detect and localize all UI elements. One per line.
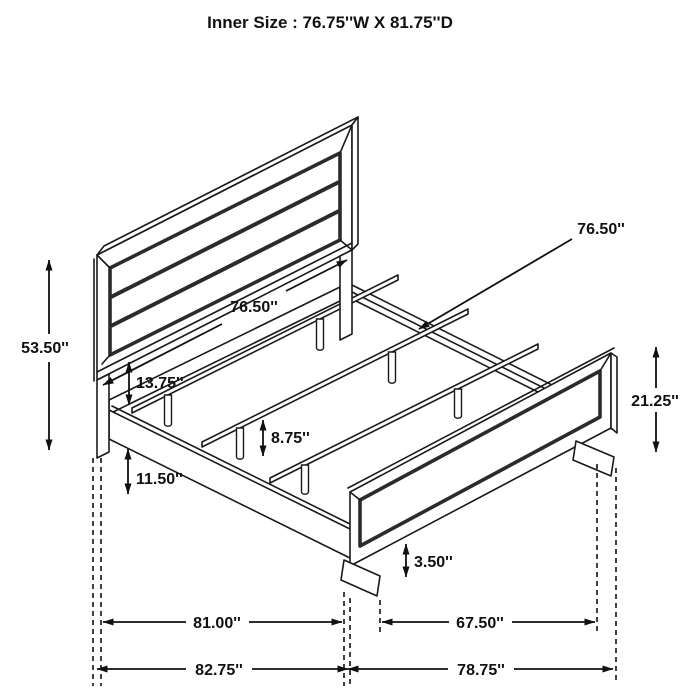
footboard-panel (360, 371, 600, 546)
slat-leg (317, 319, 324, 350)
slat-leg (302, 465, 309, 494)
slat-leg (389, 352, 396, 383)
dim-support-leg-height-label: 8.75'' (271, 430, 310, 447)
dim-footboard-clearance-label: 3.50'' (414, 554, 453, 571)
dim-footboard-overall-width (348, 662, 613, 679)
slat-leg (237, 428, 244, 459)
footboard-left-foot (341, 560, 380, 596)
dim-support-leg-height (263, 420, 310, 456)
dim-footboard-height (631, 347, 679, 452)
dim-headboard-width-label: 76.50'' (230, 299, 278, 316)
dim-headboard-height-label: 53.50'' (21, 340, 69, 357)
footboard-right-foot (573, 441, 614, 476)
dim-side-rail-height-label: 11.50'' (136, 471, 183, 488)
support-slat (202, 309, 468, 447)
headboard-left-leg (97, 374, 109, 458)
dim-footboard-inner-width (382, 615, 595, 632)
slat-leg (455, 389, 462, 418)
headboard-side-edge (352, 117, 358, 250)
dim-inner-length (103, 615, 342, 632)
dim-footboard-clearance (406, 544, 453, 577)
footboard (341, 348, 617, 596)
dim-slat-length-label: 76.50'' (577, 221, 625, 238)
dim-footboard-overall-width-label: 78.75'' (457, 662, 505, 679)
dim-inner-length-label: 81.00'' (193, 615, 241, 632)
footboard-side-edge (611, 353, 617, 433)
dim-headboard-height (21, 260, 69, 450)
inner-size-title: Inner Size : 76.75''W X 81.75''D (207, 13, 453, 32)
slat-leg (165, 395, 172, 426)
dim-headboard-bottom-rail-label: 13.75'' (136, 375, 184, 392)
dim-footboard-inner-width-label: 67.50'' (456, 615, 504, 632)
dim-overall-length (97, 662, 348, 679)
dim-slat-length (419, 221, 625, 329)
dim-overall-length-label: 82.75'' (195, 662, 243, 679)
dim-footboard-height-label: 21.25'' (631, 393, 679, 410)
